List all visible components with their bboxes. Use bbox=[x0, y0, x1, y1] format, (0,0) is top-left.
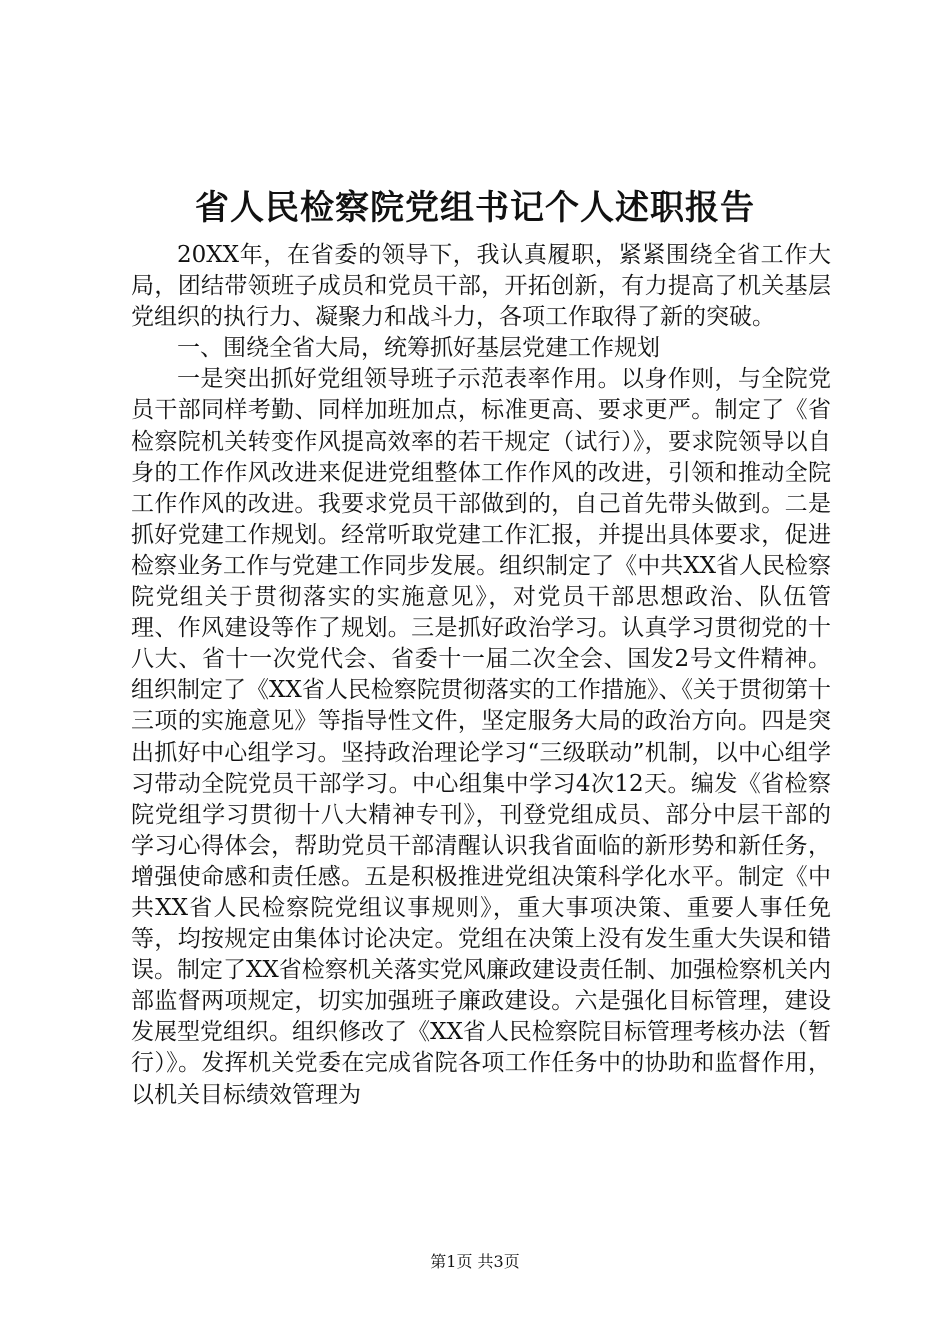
page-number: 第1页 共3页 bbox=[430, 1252, 520, 1271]
intro-paragraph: 20XX年，在省委的领导下，我认真履职，紧紧围绕全省工作大局，团结带领班子成员和党员干部，开拓创新，有力提高了机关基层党组织的执行力、凝聚力和战斗力，各项工作取得了新的突破。 bbox=[131, 242, 831, 331]
document-title: 省人民检察院党组书记个人述职报告 bbox=[195, 188, 755, 228]
section-heading: 一、围绕全省大局，统筹抓好基层党建工作规划 bbox=[177, 335, 660, 362]
document-body bbox=[131, 240, 831, 1111]
body-paragraph: 一是突出抓好党组领导班子示范表率作用。以身作则，与全院党员干部同样考勤、同样加班加点，标准更高、要求更严。制定了《省检察院机关转变作风提高效率的若干规定（试行）》，要求院领导以自身的工作作风改进来促进党组整体工作作风的改进，引领和推动全院工作作风的改进。我要求党员干部做到的，自己首先带头做到。二是抓好党建工作规划。经常听取党建工作汇报，并提出具体要求，促进检察业务工作与党建工作同步发展。组织制定了《中共XX省人民检察院党组关于贯彻落实的实施意见》，对党员干部思想政治、队伍管理、作风建设等作了规划。三是抓好政治学习。认真学习贯彻党的十八大、省十一次党代会、省委十一届二次全会、国发2号文件精神。组织制定了《XX省人民检察院贯彻落实的工作措施》、《关于贯彻第十三项的实施意见》等指导性文件，坚定服务大局的政治方向。四是突出抓好中心组学习。坚持政治理论学习“三级联动”机制，以中心组学习带动全院党员干部学习。中心组集中学习4次12天。编发《省检察院党组学习贯彻十八大精神专刊》，刊登党组成员、部分中层干部的学习心得体会，帮助党员干部清醒认识我省面临的新形势和新任务，增强使命感和责任感。五是积极推进党组决策科学化水平。制定《中共XX省人民检察院党组议事规则》，重大事项决策、重要人事任免等，均按规定由集体讨论决定。党组在决策上没有发生重大失误和错误。制定了XX省检察机关落实党风廉政建设责任制、加强检察机关内部监督两项规定，切实加强班子廉政建设。六是强化目标管理，建设发展型党组织。组织修改了《XX省人民检察院目标管理考核办法（暂行）》。发挥机关党委在完成省院各项工作任务中的协助和监督作用，以机关目标绩效管理为 bbox=[131, 366, 831, 1108]
